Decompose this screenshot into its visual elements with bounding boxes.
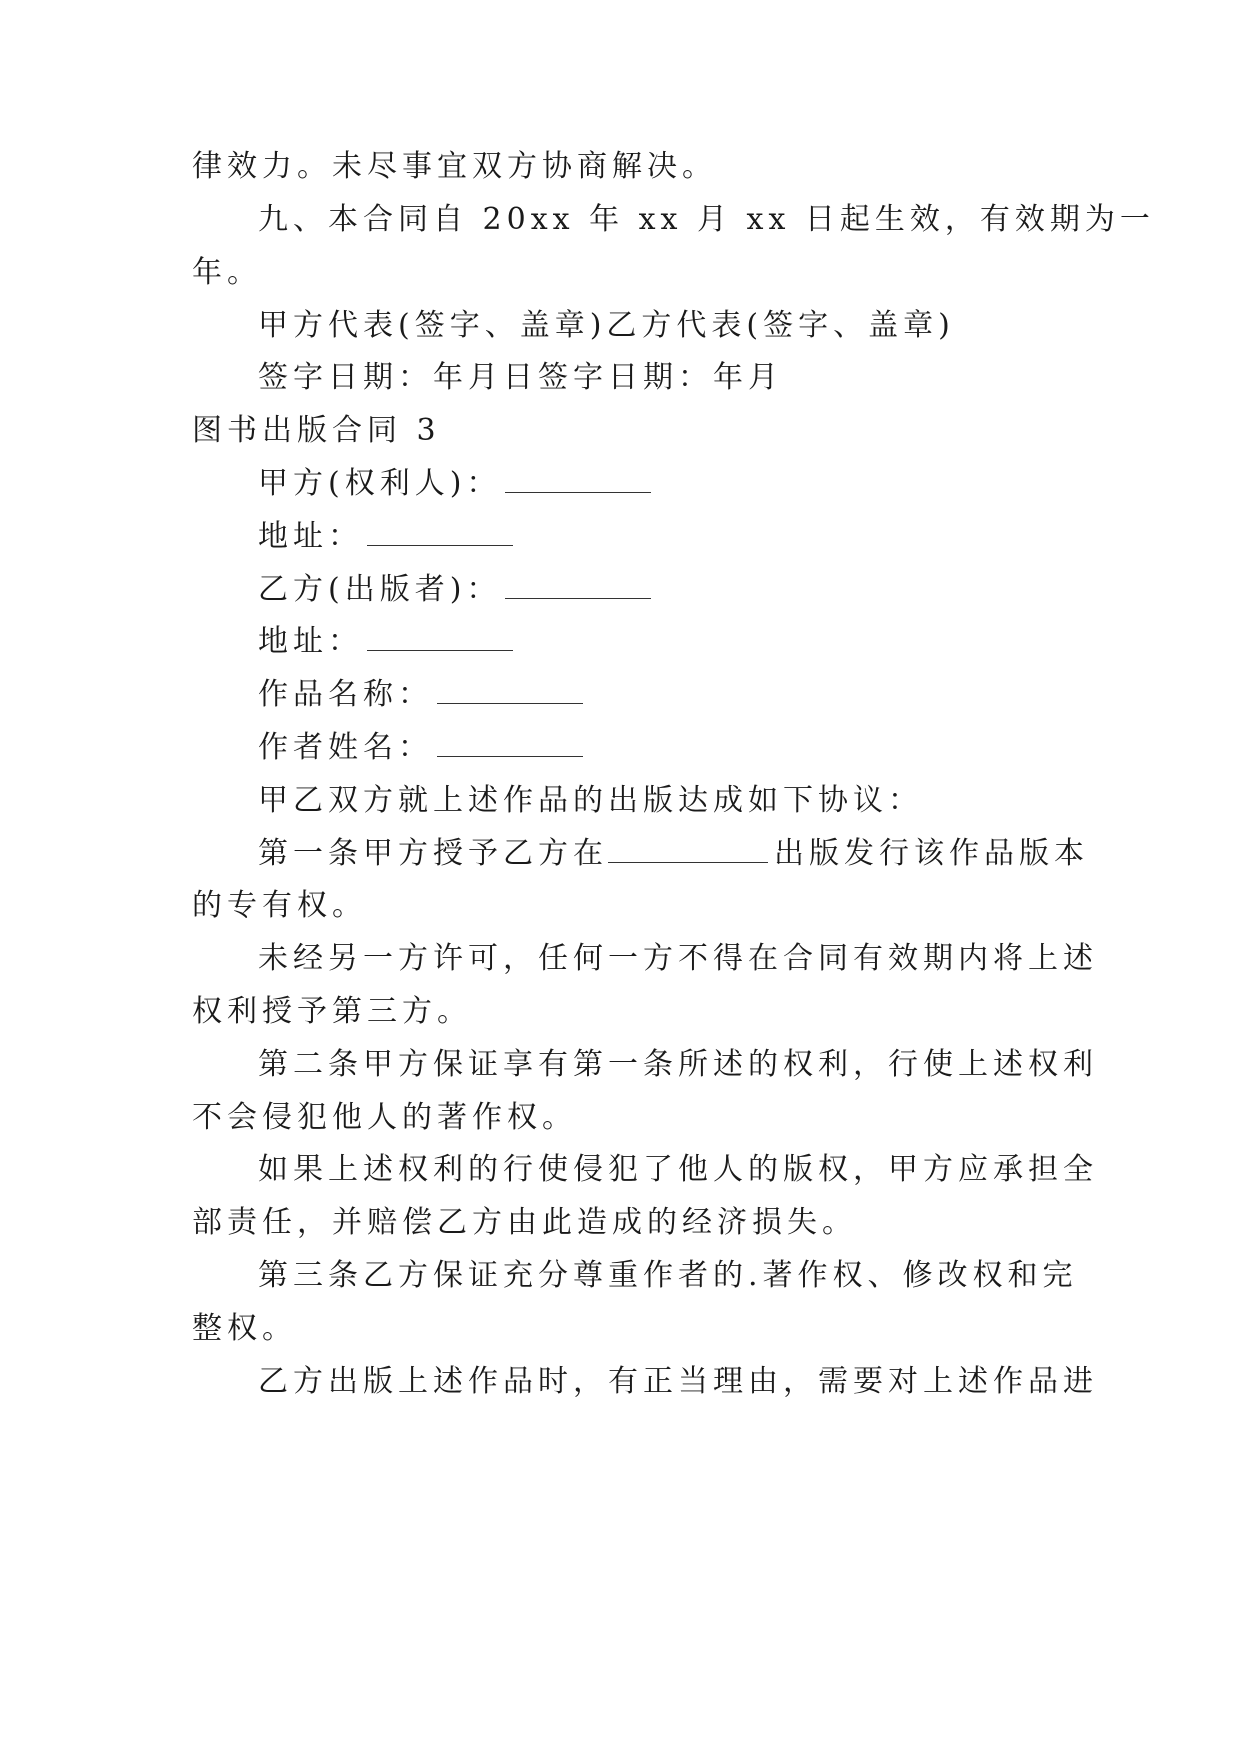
text-line: 整权。 bbox=[192, 1311, 297, 1346]
text-line: 甲方代表(签字、盖章)乙方代表(签字、盖章) bbox=[258, 308, 955, 343]
text-line: 权利授予第三方。 bbox=[192, 994, 472, 1029]
text-line: 九、本合同自 20xx 年 xx 月 xx 日起生效，有效期为一 bbox=[258, 202, 1155, 237]
field-label: 作品名称： bbox=[258, 677, 433, 712]
section-heading: 图书出版合同 3 bbox=[192, 413, 441, 448]
text-line: 第二条甲方保证享有第一条所述的权利，行使上述权利 bbox=[258, 1047, 1098, 1082]
text-line: 甲乙双方就上述作品的出版达成如下协议： bbox=[258, 783, 923, 818]
fill-in-blank[interactable] bbox=[437, 730, 583, 757]
work-title-line bbox=[258, 675, 1138, 715]
fill-in-blank[interactable] bbox=[608, 836, 768, 863]
text-line: 第三条乙方保证充分尊重作者的.著作权、修改权和完 bbox=[258, 1258, 1078, 1293]
fill-in-blank[interactable] bbox=[437, 677, 583, 704]
text-fragment: 第一条甲方授予乙方在 bbox=[258, 836, 608, 871]
field-label: 地址： bbox=[258, 519, 363, 554]
article-1-line bbox=[258, 834, 1138, 874]
address-line bbox=[258, 622, 1138, 662]
text-line: 的专有权。 bbox=[192, 888, 367, 923]
text-line: 律效力。未尽事宜双方协商解决。 bbox=[192, 149, 717, 184]
text-line: 如果上述权利的行使侵犯了他人的版权，甲方应承担全 bbox=[258, 1152, 1098, 1187]
text-line: 乙方出版上述作品时，有正当理由，需要对上述作品进 bbox=[258, 1364, 1098, 1399]
author-name-line bbox=[258, 728, 1138, 768]
text-fragment: 出版发行该作品版本 bbox=[774, 836, 1089, 871]
field-label: 甲方(权利人)： bbox=[258, 466, 502, 501]
text-line: 部责任，并赔偿乙方由此造成的经济损失。 bbox=[192, 1205, 857, 1240]
field-label: 地址： bbox=[258, 624, 363, 659]
fill-in-blank[interactable] bbox=[367, 519, 513, 546]
party-b-line bbox=[258, 570, 1138, 610]
fill-in-blank[interactable] bbox=[367, 624, 513, 651]
text-line: 年。 bbox=[192, 255, 262, 290]
text-line: 未经另一方许可，任何一方不得在合同有效期内将上述 bbox=[258, 941, 1098, 976]
text-line: 签字日期：年月日签字日期：年月 bbox=[258, 360, 783, 395]
fill-in-blank[interactable] bbox=[505, 466, 651, 493]
fill-in-blank[interactable] bbox=[505, 572, 651, 599]
field-label: 作者姓名： bbox=[258, 730, 433, 765]
text-line: 不会侵犯他人的著作权。 bbox=[192, 1100, 577, 1135]
address-line bbox=[258, 517, 1138, 557]
field-label: 乙方(出版者)： bbox=[258, 572, 502, 607]
party-a-line bbox=[258, 464, 1138, 504]
